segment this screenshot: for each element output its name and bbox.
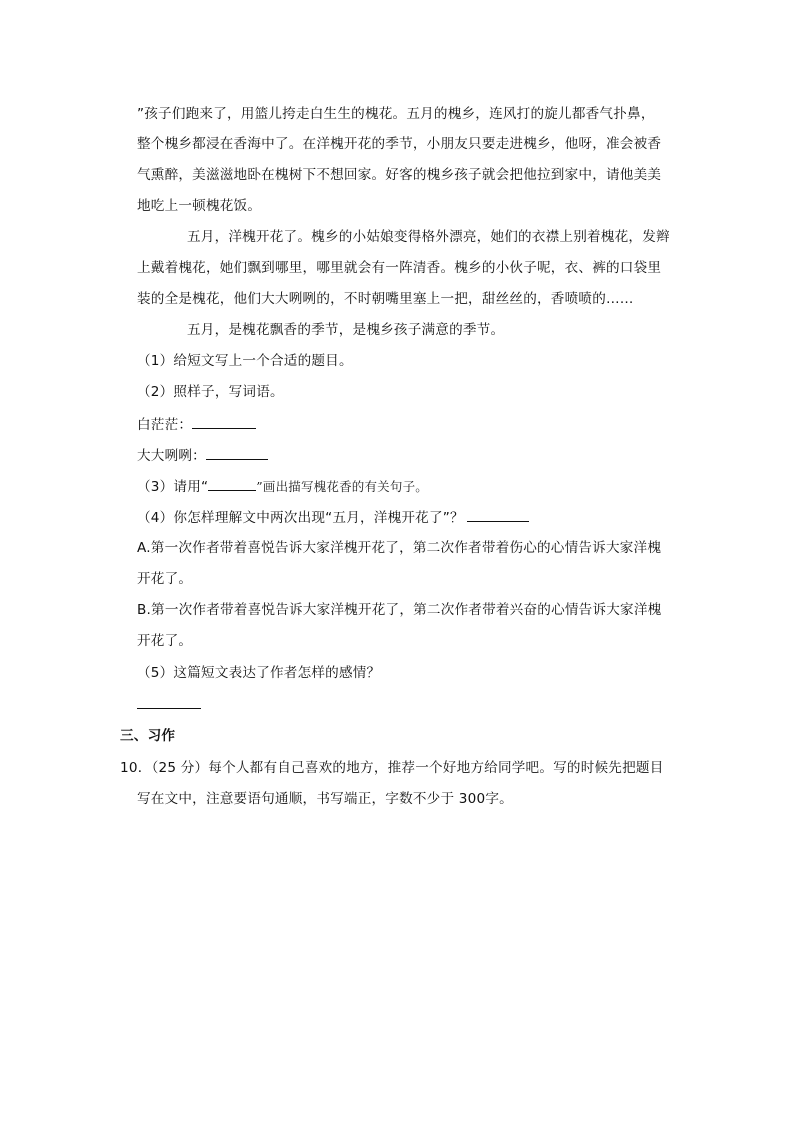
option-a-cont: 开花了。: [137, 571, 193, 587]
section-heading: 三、习作: [120, 728, 176, 744]
word-label: 白茫茫：: [137, 417, 193, 433]
passage-line: 装的全是槐花，他们大大咧咧的，不时朝嘴里塞上一把，甜丝丝的，香喷喷的……: [137, 291, 634, 307]
option-b-cont: 开花了。: [137, 633, 193, 649]
question-2b: [137, 445, 268, 466]
passage-line: 上戴着槐花，她们飘到哪里，哪里就会有一阵清香。槐乡的小伙子呢，衣、裤的口袋里: [137, 260, 662, 276]
answer-blank[interactable]: [192, 414, 256, 429]
question-5-answer: [137, 694, 201, 715]
question-text: （3）请用“: [137, 479, 209, 495]
answer-blank[interactable]: [137, 694, 201, 709]
word-label: 大大咧咧：: [137, 448, 206, 464]
passage-line: 地吃上一顿槐花饭。: [137, 198, 262, 214]
question-5: （5）这篇短文表达了作者怎样的感情？: [137, 665, 381, 681]
question-2: （2）照样子，写词语。: [137, 384, 284, 400]
answer-blank[interactable]: [208, 476, 256, 491]
option-a[interactable]: A.第一次作者带着喜悦告诉大家洋槐开花了，第二次作者带着伤心的心情告诉大家洋槐: [137, 540, 662, 556]
answer-blank[interactable]: [467, 507, 529, 522]
passage-line: 五月，是槐花飘香的季节，是槐乡孩子满意的季节。: [187, 322, 505, 338]
question-4: [137, 507, 529, 528]
option-b[interactable]: B.第一次作者带着喜悦告诉大家洋槐开花了，第二次作者带着兴奋的心情告诉大家洋槐: [137, 602, 662, 618]
passage-line: ”孩子们跑来了，用篮儿挎走白生生的槐花。五月的槐乡，连风打的旋儿都香气扑鼻，: [137, 106, 655, 122]
passage-line: 五月，洋槐开花了。槐乡的小姑娘变得格外漂亮，她们的衣襟上别着槐花，发辫: [187, 229, 670, 245]
question-2a: [137, 414, 256, 435]
answer-blank[interactable]: [206, 445, 268, 460]
question-text: （4）你怎样理解文中两次出现“五月，洋槐开花了”？: [137, 510, 464, 526]
passage-line: 整个槐乡都浸在香海中了。在洋槐开花的季节，小朋友只要走进槐乡，他呀，准会被香: [137, 136, 662, 152]
question-3: [137, 476, 428, 497]
question-10: 10．（25 分）每个人都有自己喜欢的地方，推荐一个好地方给同学吧。写的时候先把题目: [120, 760, 664, 776]
question-text: ”画出描写槐花香的有关句子。: [256, 479, 428, 494]
question-10-cont: 写在文中，注意要语句通顺，书写端正，字数不少于 300字。: [137, 791, 513, 807]
question-1: （1）给短文写上一个合适的题目。: [137, 353, 353, 369]
passage-line: 气熏醉，美滋滋地卧在槐树下不想回家。好客的槐乡孩子就会把他拉到家中，请他美美: [137, 167, 662, 183]
